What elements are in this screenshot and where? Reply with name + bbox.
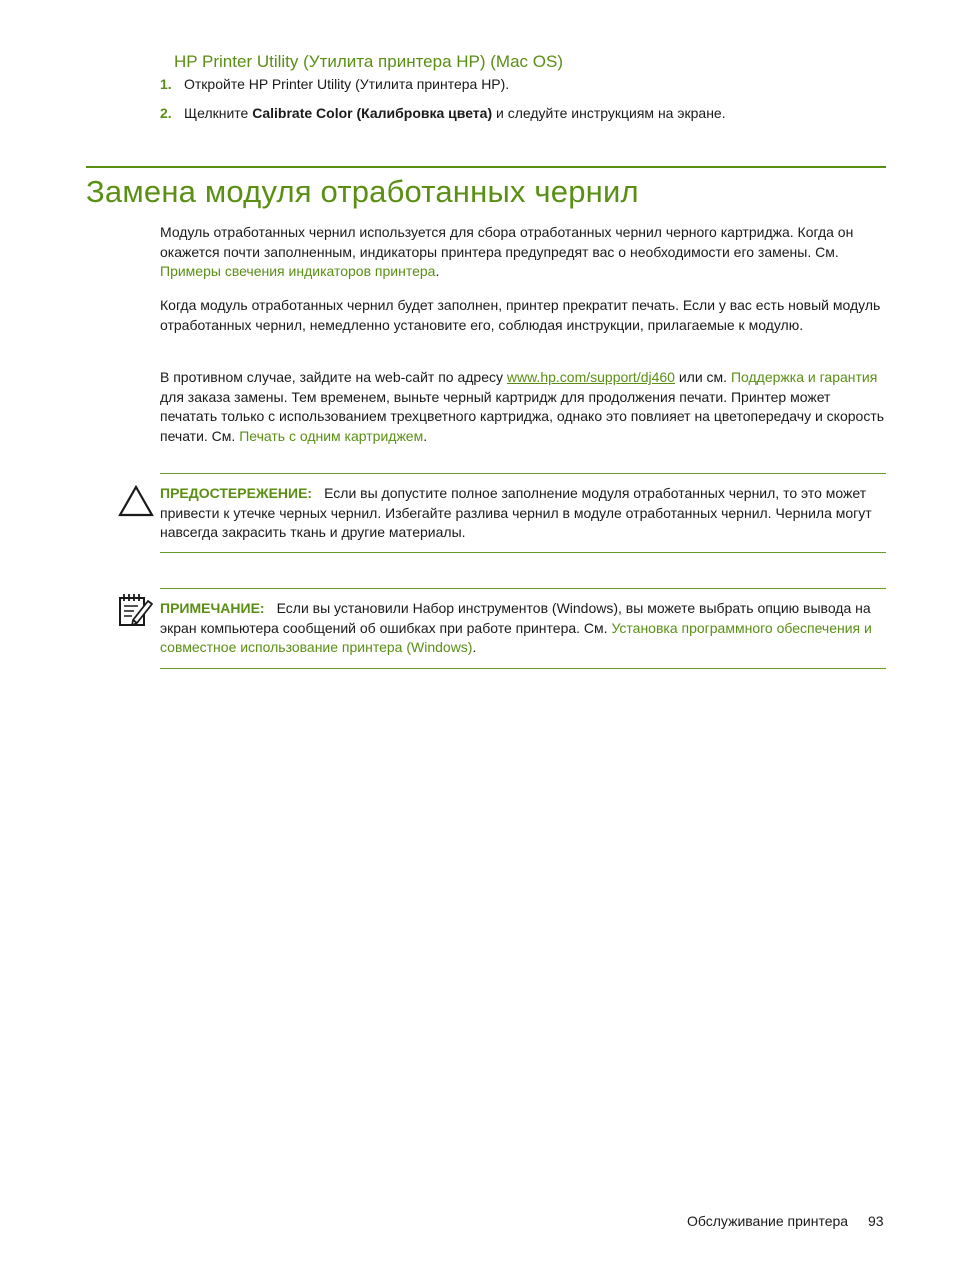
paragraph-1 — [160, 223, 886, 282]
notepad-pencil-icon — [117, 592, 155, 633]
link-software-install[interactable]: Установка программного обеспечения и совместное использование принтера (Windows) — [160, 619, 872, 655]
subsection-heading: HP Printer Utility (Утилита принтера HP) (Mac OS) — [174, 52, 563, 71]
link-single-cartridge[interactable]: Печать с одним картриджем — [239, 428, 424, 445]
step-1 — [160, 75, 509, 93]
paragraph-text: Модуль отработанных чернил используется для сбора отработанных чернил черного картриджа. Когда он окажется почти заполненным, индикаторы принтера предупредят вас о необходимости его замены. См. — [160, 224, 854, 260]
link-indicator-examples[interactable]: Примеры свечения индикаторов принтера — [160, 263, 436, 280]
caution-bottom-rule — [160, 552, 886, 553]
paragraph-text: . — [423, 428, 428, 445]
caution-top-rule — [160, 473, 886, 474]
note-text: . — [472, 639, 477, 655]
paragraph-text: или см. — [674, 369, 731, 385]
note-text: Если вы установили Набор инструментов (Windows), вы можете выбрать опцию вывода на экран компьютера сообщений об ошибках при работе принтера. См. — [160, 600, 871, 636]
step-number: 1. — [160, 76, 172, 92]
note-bottom-rule — [160, 668, 886, 669]
step-2 — [160, 104, 726, 122]
paragraph-text: . — [435, 263, 440, 280]
section-divider — [86, 166, 886, 168]
paragraph-2: Когда модуль отработанных чернил будет заполнен, принтер прекратит печать. Если у вас есть новый модуль отработанных чернил, немедленно установите его, соблюдая инструкции, прилагаемые к модулю. — [160, 297, 881, 333]
note-top-rule — [160, 588, 886, 589]
warning-triangle-icon — [118, 485, 154, 522]
step-text: Щелкните — [184, 105, 253, 121]
footer-section-name: Обслуживание принтера — [687, 1213, 849, 1229]
link-support-url[interactable]: www.hp.com/support/dj460 — [506, 369, 675, 385]
step-text: Откройте HP Printer Utility (Утилита принтера HP). — [184, 76, 510, 92]
step-bold-text: Calibrate Color (Калибровка цвета) — [252, 105, 493, 121]
note-label: ПРИМЕЧАНИЕ: — [160, 600, 265, 616]
paragraph-text: В противном случае, зайдите на web-сайт по адресу — [160, 369, 507, 385]
caution-block — [160, 484, 886, 543]
paragraph-text: для заказа замены. Тем временем, выньте черный картридж для продолжения печати. Принтер может печатать только с использованием трехцветного картриджа, однако это повлияет на цветопередачу и скорость печати. См. — [160, 388, 885, 445]
page-number: 93 — [868, 1213, 884, 1229]
note-block — [160, 599, 886, 658]
caution-text: Если вы допустите полное заполнение модуля отработанных чернил, то это может привести к утечке черных чернил. Избегайте разлива чернил в модуле отработанных чернил. Чернила могут навсегда закрасить ткань и другие материалы. — [160, 485, 872, 540]
step-number: 2. — [160, 105, 172, 121]
step-text: и следуйте инструкциям на экране. — [492, 105, 726, 121]
paragraph-3 — [160, 368, 886, 447]
link-support-warranty[interactable]: Поддержка и гарантия — [730, 369, 878, 385]
caution-label: ПРЕДОСТЕРЕЖЕНИЕ: — [160, 485, 313, 501]
section-title: Замена модуля отработанных чернил — [86, 174, 639, 209]
